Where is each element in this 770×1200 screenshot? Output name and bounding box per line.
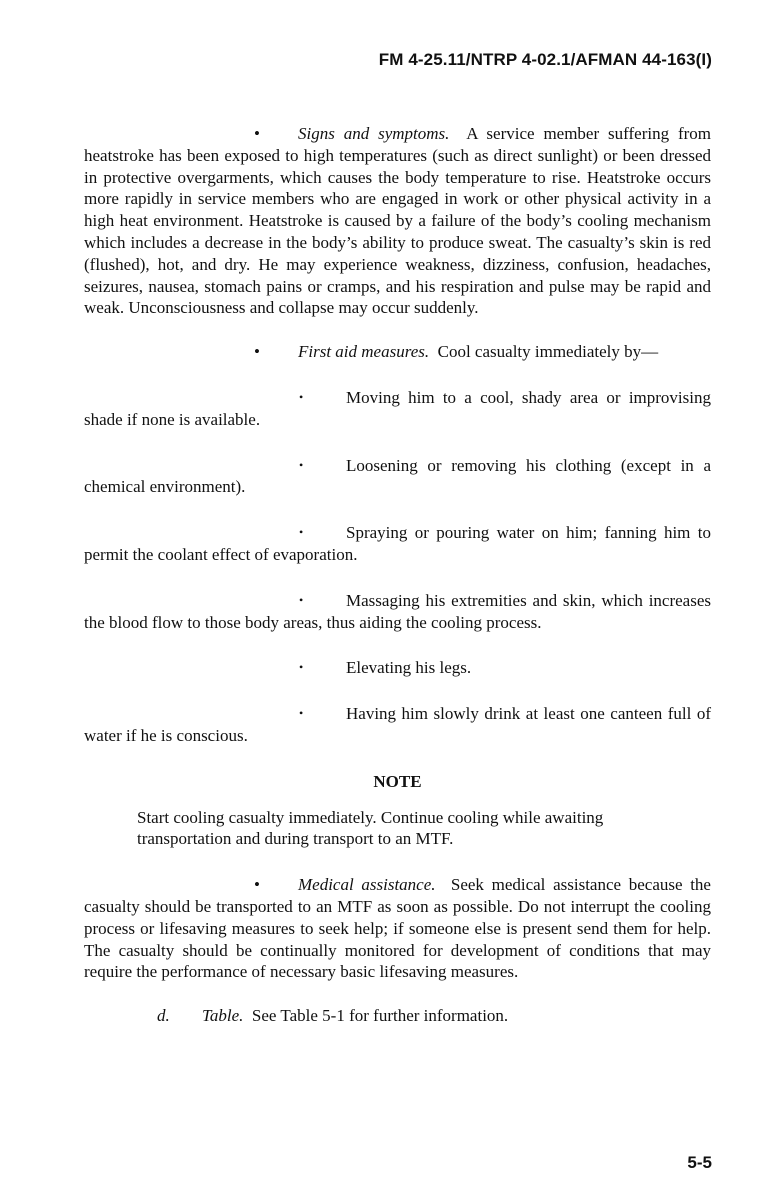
document-body <box>84 123 711 1027</box>
paragraph-text: A service member suffering from heatstroke has been exposed to high temperatures (such as direct sunlight) or been dressed in protective overgarments, which causes the body temperature to rise. Heatstroke occurs more rapidly in service members who are engaged in work or other physical activity in a high heat environment. Heatstroke is caused by a failure of the body’s cooling mechanism which includes a decrease in the body’s ability to produce sweat. The casualty’s skin is red (flushed), hot, and dry. He may experience weakness, dizziness, confusion, headaches, seizures, nausea, stomach pains or cramps, and his respiration and pulse may be rapid and weak. Unconsciousness and collapse may occur suddenly. <box>84 124 711 318</box>
note-title: NOTE <box>373 771 422 791</box>
list-item-text: Elevating his legs. <box>346 658 472 678</box>
paragraph-lead: Signs and symptoms. <box>298 124 450 143</box>
first-aid-paragraph <box>84 341 711 363</box>
paragraph-lead: Table. <box>202 1006 244 1026</box>
list-item <box>84 657 711 679</box>
signs-and-symptoms-paragraph <box>84 123 711 319</box>
list-item <box>84 455 711 499</box>
medical-assistance-paragraph <box>84 874 711 983</box>
list-item <box>84 387 711 431</box>
paragraph-text: Cool casualty immediately by— <box>437 342 659 362</box>
list-item-text: Spraying or pouring water on him; fanning him to permit the coolant effect of evaporation. <box>84 523 711 564</box>
bullet: • <box>299 592 304 607</box>
bullet: • <box>299 525 304 540</box>
bullet: • <box>254 124 260 143</box>
table-reference-paragraph <box>84 1005 711 1027</box>
bullet: • <box>299 660 304 675</box>
list-item <box>84 522 711 566</box>
bullet: • <box>254 342 260 362</box>
bullet: • <box>299 389 304 404</box>
bullet: • <box>299 706 304 721</box>
list-item <box>84 590 711 634</box>
bullet: • <box>254 875 260 895</box>
bullet: • <box>299 457 304 472</box>
list-item-text: Having him slowly drink at least one canteen full of water if he is conscious. <box>84 704 711 745</box>
paragraph-lead: Medical assistance. <box>298 875 436 895</box>
subparagraph-letter: d. <box>157 1006 170 1026</box>
list-item-text: Moving him to a cool, shady area or improvising shade if none is available. <box>84 387 711 429</box>
list-item-text: Massaging his extremities and skin, which increases the blood flow to those body areas, thus aiding the cooling process. <box>84 590 711 632</box>
page-number: 5-5 <box>687 1153 712 1172</box>
list-item <box>84 703 711 747</box>
paragraph-text: Seek medical assistance because the casualty should be transported to an MTF as soon as possible. Do not interrupt the cooling process or lifesaving measures to seek help; if someone else is present send them for help. The casualty should be continually monitored for development of conditions that may require the performance of necessary basic lifesaving measures. <box>84 875 711 982</box>
paragraph-lead: First aid measures. <box>298 342 430 362</box>
document-header: FM 4-25.11/NTRP 4-02.1/AFMAN 44-163(I) <box>378 50 712 69</box>
paragraph-text: See Table 5-1 for further information. <box>251 1006 509 1026</box>
note-text: Start cooling casualty immediately. Continue cooling while awaiting transportation and during transport to an MTF. <box>137 807 604 849</box>
list-item-text: Loosening or removing his clothing (except in a chemical environment). <box>84 455 711 497</box>
